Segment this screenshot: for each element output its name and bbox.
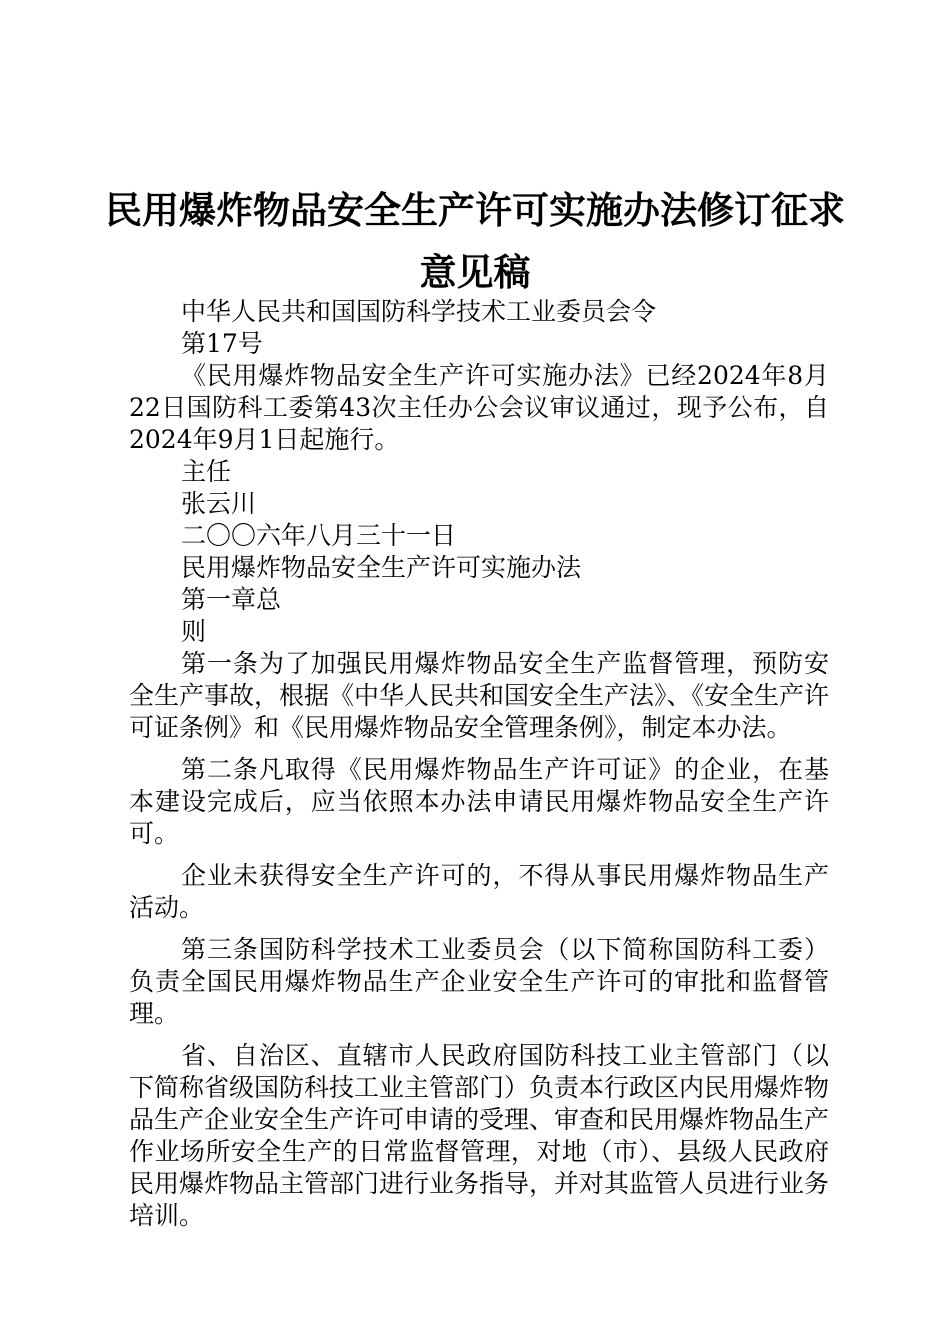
- article-1: 第一条为了加强民用爆炸物品安全生产监督管理，预防安全生产事故，根据《中华人民共和国安全生产法》、《安全生产许可证条例》和《民用爆炸物品安全管理条例》，制定本办法。: [129, 649, 830, 742]
- announcement-paragraph: 《民用爆炸物品安全生产许可实施办法》已经2024年8月22日国防科工委第43次主任办公会议审议通过，现予公布，自2024年9月1日起施行。: [129, 361, 829, 454]
- signatory-title: 主任: [181, 457, 232, 486]
- article-3: 第三条国防科学技术工业委员会（以下简称国防科工委）负责全国民用爆炸物品生产企业安全生产许可的审批和监督管理。: [129, 935, 829, 1028]
- order-number: 第17号: [181, 329, 263, 358]
- chapter-heading: 第一章总: [181, 585, 282, 614]
- article-2: 第二条凡取得《民用爆炸物品生产许可证》的企业，在基本建设完成后，应当依照本办法申请民用爆炸物品安全生产许可。: [129, 755, 829, 848]
- article-3-clause: 省、自治区、直辖市人民政府国防科技工业主管部门（以下简称省级国防科技工业主管部门）负责本行政区内民用爆炸物品生产企业安全生产许可申请的受理、审查和民用爆炸物品生产作业场所安全生产的日常监督管理，对地（市）、县级人民政府民用爆炸物品主管部门进行业务指导，并对其监管人员进行业务培训。: [129, 1041, 830, 1230]
- document-title-line-1: 民用爆炸物品安全生产许可实施办法修订征求: [105, 189, 845, 232]
- document-title-line-2: 意见稿: [419, 251, 531, 294]
- chapter-heading-continued: 则: [181, 617, 207, 646]
- signatory-name: 张云川: [181, 489, 257, 518]
- issue-date: 二〇〇六年八月三十一日: [181, 521, 457, 550]
- regulation-title: 民用爆炸物品安全生产许可实施办法: [181, 553, 582, 582]
- document-body: [129, 296, 829, 1232]
- article-2-clause: 企业未获得安全生产许可的，不得从事民用爆炸物品生产活动。: [129, 861, 829, 922]
- issuer-line: 中华人民共和国国防科学技术工业委员会令: [181, 297, 657, 326]
